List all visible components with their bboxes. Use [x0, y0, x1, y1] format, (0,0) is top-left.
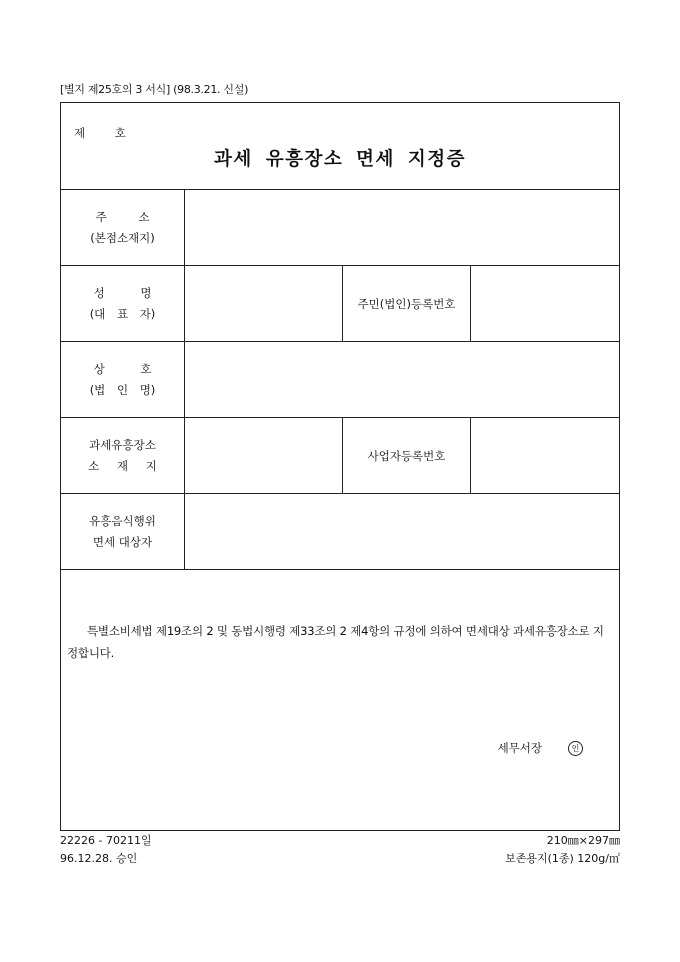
- trade-name-label: 상 호 (법 인 명): [89, 362, 156, 397]
- designation-statement: 특별소비세법 제19조의 2 및 동법시행령 제33조의 2 제4항의 규정에 의하여 면세대상 과세유흥장소로 지정합니다.: [67, 624, 604, 660]
- business-number-field[interactable]: [471, 418, 619, 494]
- paper-size: 210㎜×297㎜: [546, 834, 620, 847]
- representative-label: 성 명 (대 표 자): [89, 286, 156, 321]
- footer-right: [505, 832, 620, 868]
- document-title: 과세 유흥장소 면세 지정증: [214, 149, 466, 170]
- address-row: [61, 189, 619, 266]
- exempt-target-field[interactable]: [185, 494, 619, 570]
- business-number-label: 사업자등록번호: [367, 448, 446, 463]
- exempt-target-label: 유흥음식행위 면세 대상자: [89, 514, 156, 549]
- trade-name-field[interactable]: [185, 342, 619, 418]
- tax-office-head: 세무서장: [497, 741, 542, 755]
- paper-spec: 보존용지(1종) 120g/㎡: [505, 852, 620, 865]
- venue-row: [61, 417, 619, 494]
- trade-name-row: [61, 341, 619, 418]
- footer-left: [60, 832, 152, 868]
- representative-field[interactable]: [185, 266, 342, 342]
- form-code: 22226 - 70211일: [60, 834, 152, 847]
- signature-line: [498, 740, 583, 756]
- document-number-label: 제 호: [74, 126, 126, 140]
- statement-section: [61, 569, 619, 830]
- address-field[interactable]: [185, 190, 619, 266]
- approval-date: 96.12.28. 승인: [60, 852, 138, 865]
- name-row: [61, 265, 619, 342]
- registration-number-label: 주민(법인)등록번호: [357, 296, 456, 311]
- exempt-target-row: [61, 493, 619, 570]
- venue-location-field[interactable]: [185, 418, 342, 494]
- address-label: 주 소 (본점소재지): [90, 210, 155, 245]
- registration-number-field[interactable]: [471, 266, 619, 342]
- form-reference: [별지 제25호의 3 서식] (98.3.21. 신설): [60, 83, 249, 96]
- seal-mark: 인: [568, 741, 583, 756]
- certificate-form: [60, 102, 620, 831]
- venue-location-label: 과세유흥장소 소 재 지: [88, 438, 157, 473]
